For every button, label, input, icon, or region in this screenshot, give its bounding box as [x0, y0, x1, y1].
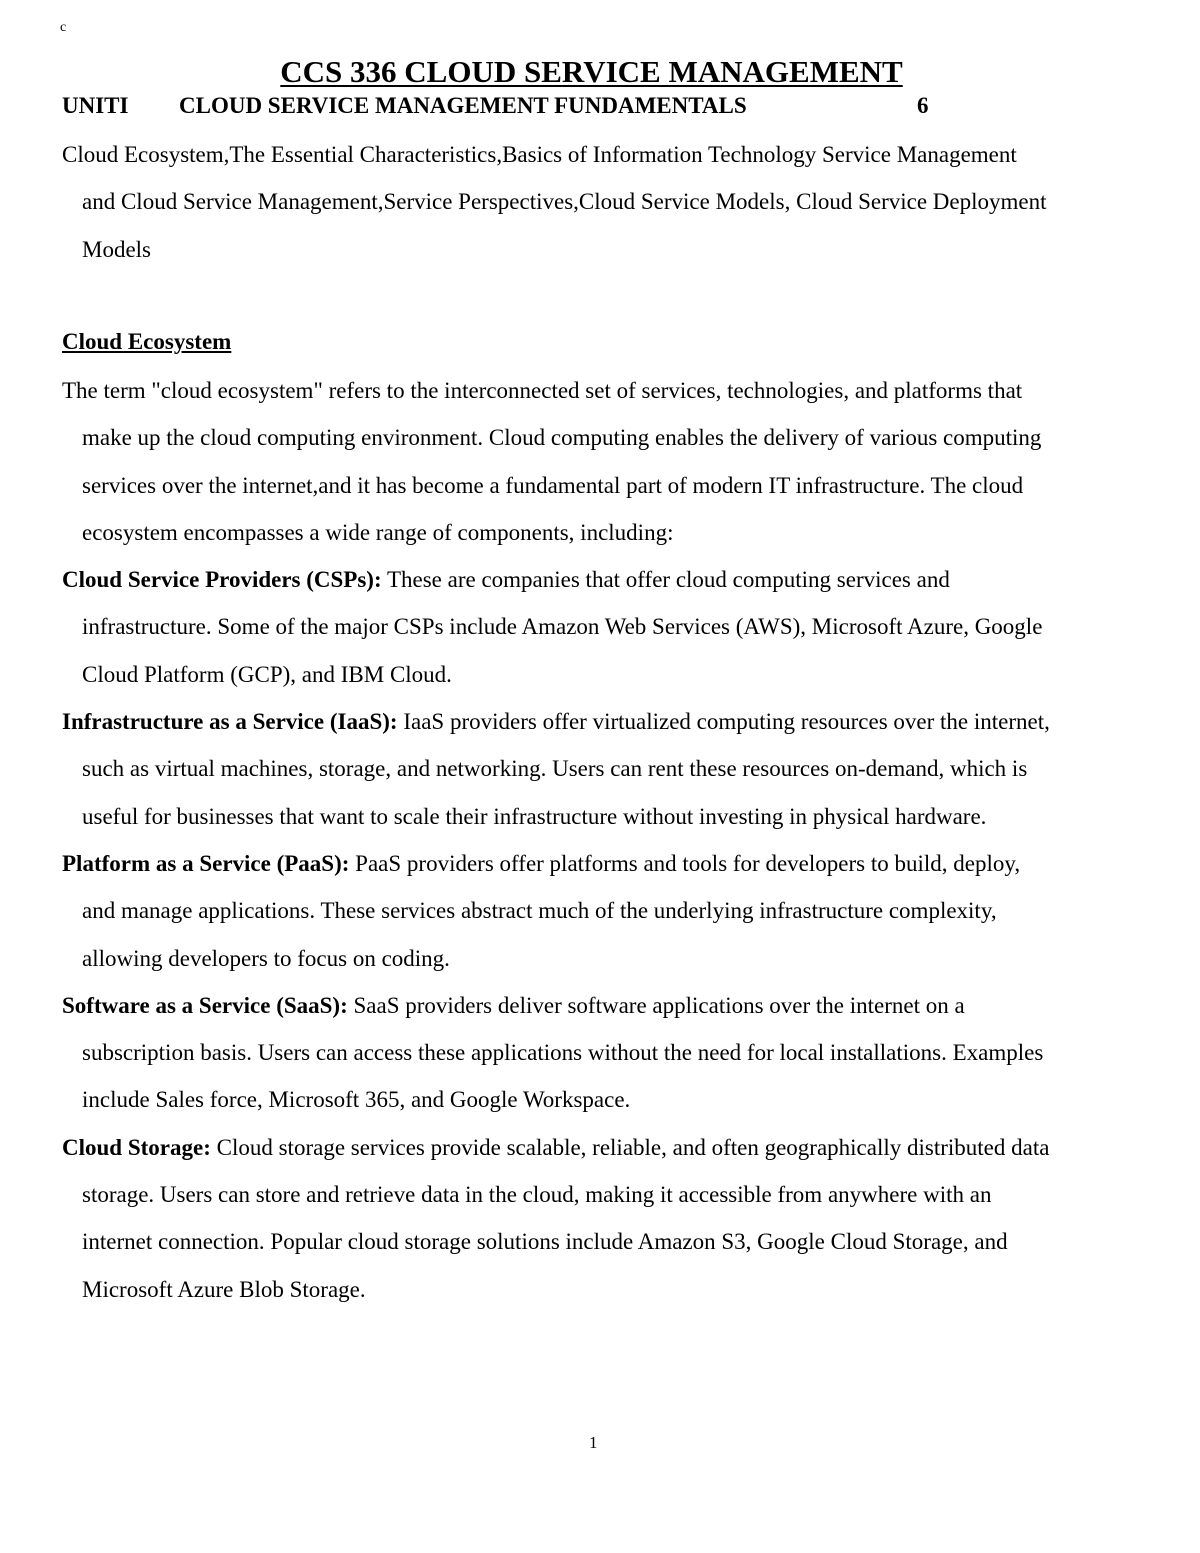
list-item — [62, 556, 1052, 698]
intro-paragraph: The term "cloud ecosystem" refers to the interconnected set of services, technologies, and platforms that make up the cloud computing environment. Cloud computing enables the delivery of various computing services over the internet,and it has become a fundamental part of modern IT infrastructure. The cloud ecosystem encompasses a wide range of components, including: — [62, 378, 1042, 545]
unit-hours: 6 — [917, 93, 929, 118]
syllabus-paragraph — [62, 131, 1052, 273]
page-number: 1 — [589, 1433, 598, 1452]
section-body — [62, 367, 1052, 1313]
list-item — [62, 698, 1052, 840]
item-term: Software as a Service (SaaS): — [62, 992, 348, 1018]
section-heading: Cloud Ecosystem — [62, 329, 232, 354]
item-term: Infrastructure as a Service (IaaS): — [62, 709, 398, 735]
list-item — [62, 982, 1052, 1124]
unit-name: CLOUD SERVICE MANAGEMENT FUNDAMENTALS — [179, 93, 747, 118]
item-term: Cloud Storage: — [62, 1134, 211, 1160]
item-text: SaaS providers deliver software applications over the internet on a subscription basis. Users can access these applications without the need for local installations. Examples include Sales force, Microsoft 365, and Google Workspace. — [82, 992, 1044, 1113]
item-text: These are companies that offer cloud computing services and infrastructure. Some of the major CSPs include Amazon Web Services (AWS), Microsoft Azure, Google Cloud Platform (GCP), and IBM Cloud. — [82, 567, 1043, 687]
list-item — [62, 1124, 1052, 1313]
document-title: CCS 336 CLOUD SERVICE MANAGEMENT — [280, 54, 903, 89]
item-text: IaaS providers offer virtualized computing resources over the internet, such as virtual machines, storage, and networking. Users can rent these resources on-demand, which is useful for businesses that want to scale their infrastructure without investing in physical hardware. — [82, 709, 1050, 829]
item-term: Platform as a Service (PaaS): — [62, 850, 350, 876]
corner-mark: c — [60, 20, 67, 35]
item-text: PaaS providers offer platforms and tools for developers to build, deploy, and manage applications. These services abstract much of the underlying infrastructure complexity, allowing developers to focus on coding. — [82, 850, 1021, 971]
item-term: Cloud Service Providers (CSPs): — [62, 567, 382, 593]
item-text: Cloud storage services provide scalable, reliable, and often geographically distributed data storage. Users can store and retrieve data in the cloud, making it accessible from anywhere with an internet connection. Popular cloud storage solutions include Amazon S3, Google Cloud Storage, and Microsoft Azure Blob Storage. — [82, 1134, 1050, 1302]
list-item — [62, 840, 1052, 982]
unit-code: UNITI — [62, 93, 129, 118]
syllabus-text: Cloud Ecosystem,The Essential Characteristics,Basics of Information Technology Service Management and Cloud Service Management,Service Perspectives,Cloud Service Models, Cloud Service Deployment Models — [62, 142, 1047, 262]
